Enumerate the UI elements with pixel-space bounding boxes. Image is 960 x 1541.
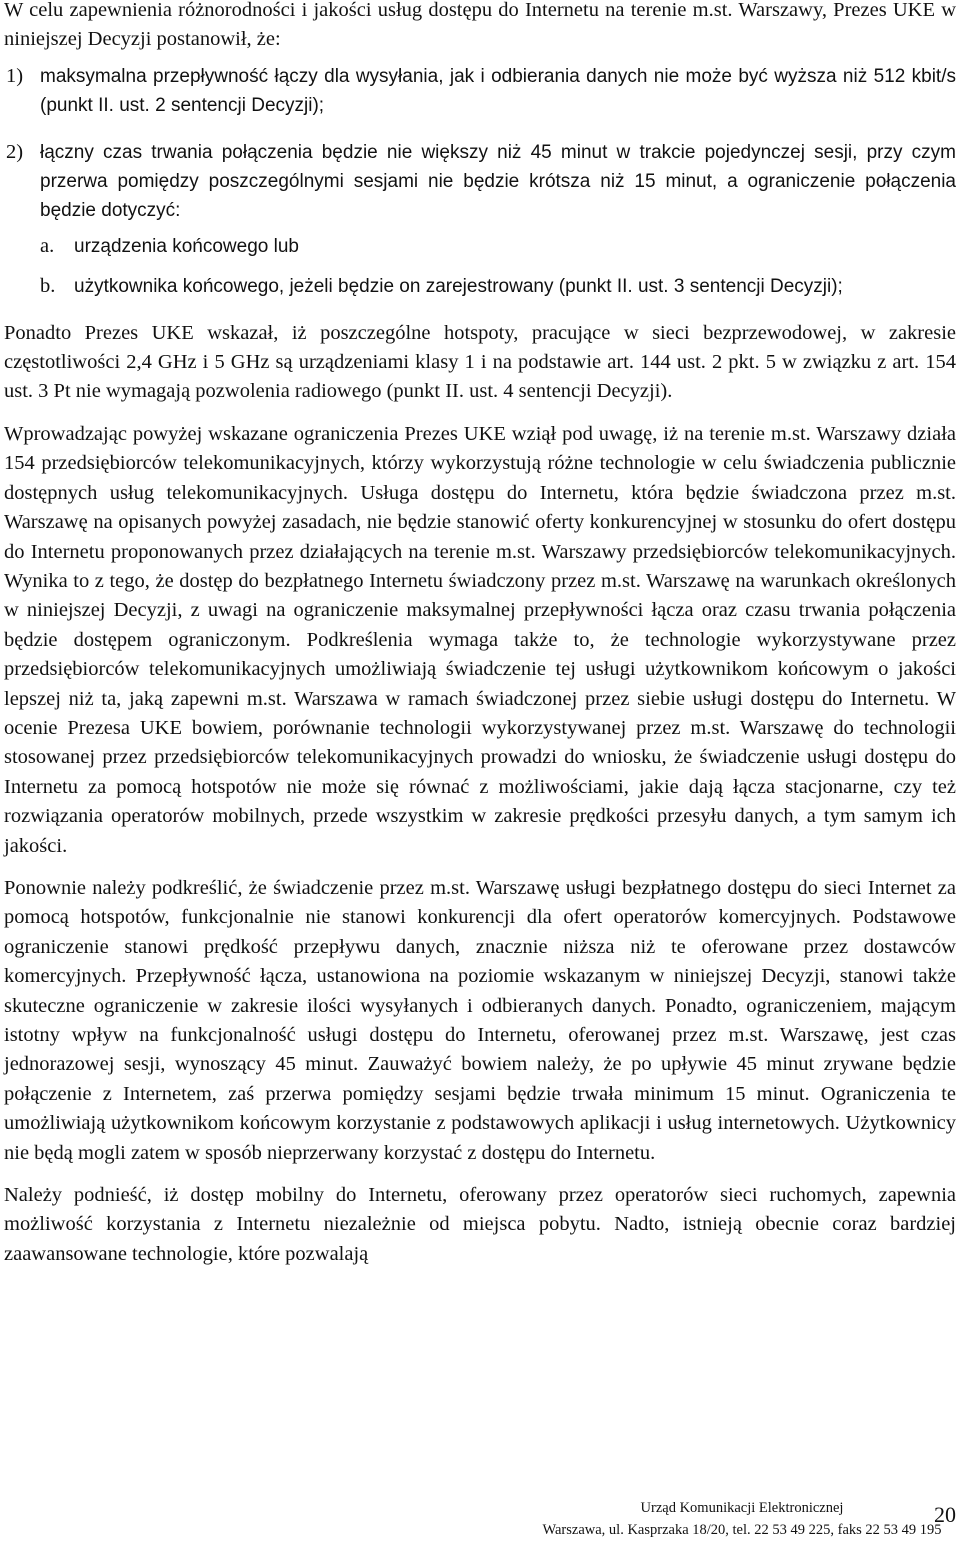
condition-text: maksymalna przepływność łączy dla wysyłania, jak i odbierania danych nie może być wyższa niż 512 kbit/s (punkt II. ust. 2 sentencji Decyzji); xyxy=(40,65,956,117)
conditions-list xyxy=(4,62,956,302)
sub-item xyxy=(40,232,956,261)
sub-text: użytkownika końcowego, jeżeli będzie on zarejestrowany (punkt II. ust. 3 sentencji Decyzji); xyxy=(74,276,843,298)
condition-marker: 1) xyxy=(6,64,24,87)
sub-marker: b. xyxy=(40,275,56,298)
body-paragraph: Ponadto Prezes UKE wskazał, iż poszczególne hotspoty, pracujące w sieci bezprzewodowej, w zakresie częstotliwości 2,4 GHz i 5 GHz są urządzeniami klasy 1 i na podstawie art. 144 ust. 2 pkt. 5 w związku z art. 154 ust. 3 Pt nie wymagają pozwolenia radiowego (punkt II. ust. 4 sentencji Decyzji). xyxy=(4,321,956,403)
condition-body xyxy=(40,138,956,302)
condition-text: łączny czas trwania połączenia będzie nie większy niż 45 minut w trakcie pojedynczej sesji, przy czym przerwa pomiędzy poszczególnymi sesjami nie będzie krótsza niż 15 minut, a ograniczenie połączenia będzie dotyczyć: xyxy=(40,141,956,222)
condition-sublist xyxy=(40,232,956,302)
body-paragraph: Należy podnieść, iż dostęp mobilny do Internetu, oferowany przez operatorów sieci ruchomych, zapewnia możliwość korzystania z Internetu niezależnie od miejsca pobytu. Nadto, istnieją obecnie coraz bardziej zaawansowane technologie, które pozwalają xyxy=(4,1184,956,1265)
page-number: 20 xyxy=(934,1502,956,1527)
page-footer xyxy=(0,1494,960,1541)
condition-marker: 2) xyxy=(6,140,24,163)
footer-address: Warszawa, ul. Kasprzaka 18/20, tel. 22 53 49 225, faks 22 53 49 195 xyxy=(542,1522,942,1538)
body-paragraph: Wprowadzając powyżej wskazane ograniczenia Prezes UKE wziął pod uwagę, iż na terenie m.st. Warszawy działa 154 przedsiębiorców telekomunikacyjnych, którzy wykorzystują różne technologie w celu świadczenia publicznie dostępnych usług telekomunikacyjnych. Usługa dostępu do Internetu, która będzie świadczona przez m.st. Warszawę na opisanych powyżej zasadach, nie będzie stanowić oferty konkurencyjnej w stosunku do ofert dostępu do Internetu proponowanych przez działających na terenie m.st. Warszawy przedsiębiorców telekomunikacyjnych. Wynika to z tego, że dostęp do bezpłatnego Internetu świadczony przez m.st. Warszawę na warunkach określonych w niniejszej Decyzji, z uwagi na ograniczenie maksymalnej przepływności łącza oraz czasu trwania połączenia będzie dostępem ograniczonym. Podkreślenia wymaga także to, że technologie wykorzystywane przez przedsiębiorców telekomunikacyjnych umożliwiają świadczenie tej usługi użytkownikom końcowym o jakości lepszej niż ta, jaką zapewni m.st. Warszawa w ramach świadczonej przez siebie usługi dostępu do Internetu. W ocenie Prezesa UKE bowiem, porównanie technologii wykorzystywanej przez m.st. Warszawę do technologii stosowanej przez przedsiębiorców telekomunikacyjnych prowadzi do wniosku, że świadczenie usługi dostępu do Internetu za pomocą hotspotów nie może się równać z możliwościami, jakie dają łącza stacjonarne, czy też rozwiązania operatorów mobilnych, przede wszystkim w zakresie prędkości przesyłu danych, a tym samym ich jakości. xyxy=(4,422,956,857)
intro-paragraph: W celu zapewnienia różnorodności i jakości usług dostępu do Internetu na terenie m.st. Warszawy, Prezes UKE w niniejszej Decyzji postanowił, że: xyxy=(4,0,956,51)
footer-office-name: Urząd Komunikacji Elektronicznej xyxy=(640,1500,844,1516)
body-paragraph: Ponownie należy podkreślić, że świadczenie przez m.st. Warszawę usługi bezpłatnego dostępu do sieci Internet za pomocą hotspotów, funkcjonalnie nie stanowi konkurencji dla ofert operatorów komercyjnych. Podstawowe ograniczenie stanowi prędkość przepływu danych, znacznie niższa niż te oferowane przez dostawców komercyjnych. Przepływność łącza, ustanowiona na poziomie wskazanym w niniejszej Decyzji, stanowi także skuteczne ograniczenie w zakresie ilości wysyłanych i odbieranych danych. Ponadto, ograniczeniem, mającym istotny wpływ na funkcjonalność usługi dostępu do Internetu, oferowanej przez m.st. Warszawę, jest czas jednorazowej sesji, wynoszący 45 minut. Zauważyć bowiem należy, że po upływie 45 minut zrywane będzie połączenie z Internetem, zaś przerwa pomiędzy sesjami będzie trwała minimum 15 minut. Ograniczenia te umożliwiają użytkownikom końcowym korzystanie z podstawowych aplikacji i usług internetowych. Użytkownicy nie będą mogli zatem w sposób nieprzerwany korzystać z dostępu do Internetu. xyxy=(4,876,956,1164)
sub-marker: a. xyxy=(40,234,55,257)
sub-item xyxy=(40,272,956,301)
document-page xyxy=(4,0,956,1269)
condition-item xyxy=(4,62,956,121)
condition-item xyxy=(4,138,956,302)
sub-text: urządzenia końcowego lub xyxy=(74,235,299,257)
